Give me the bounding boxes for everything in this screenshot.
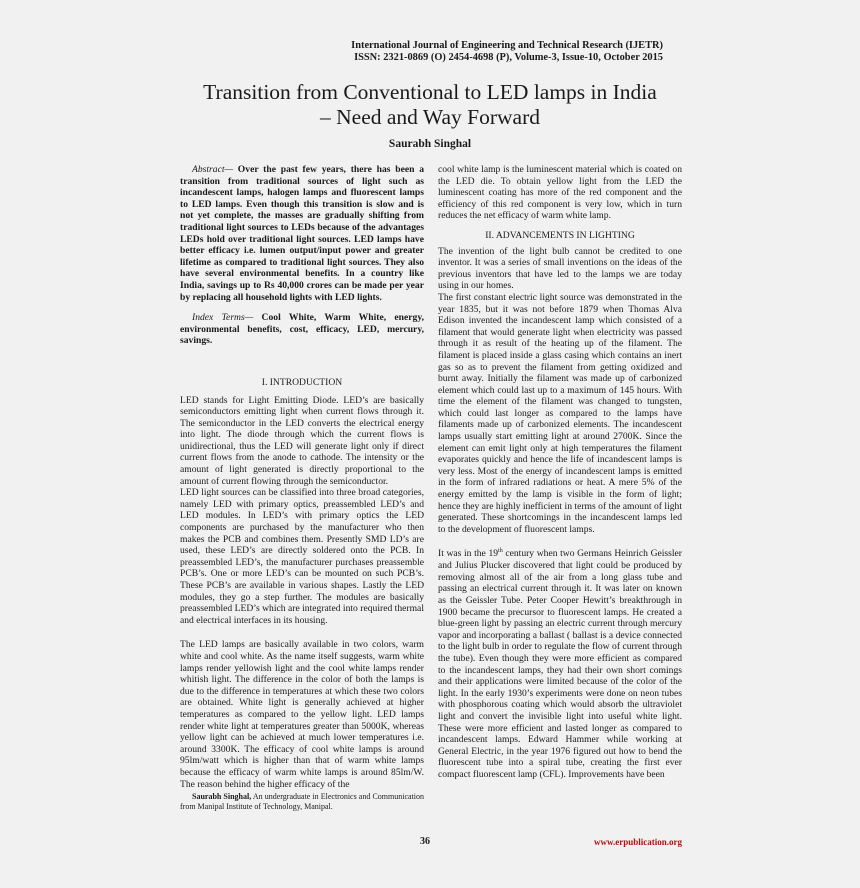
website-link[interactable]: www.erpublication.org: [593, 837, 682, 847]
intro-paragraph-1: LED stands for Light Emitting Diode. LED’s are basically semiconductors emitting light when current flows through it. The semiconductor in the LED converts the electrical energy into light. The diode through which the current flows is unidirectional, thus the LED will generate light only if direct current flows from the anode to cathode. The intensity or the amount of light generated is directly proportional to the amount of current flowing through the semiconductor.: [180, 394, 424, 487]
paper-title-line2: – Need and Way Forward: [320, 105, 540, 129]
right-paragraph-3: [438, 546, 682, 780]
journal-header: [351, 40, 663, 64]
index-terms-text: Cool White, Warm White, energy, environmental benefits, cost, efficacy, LED, mercury, savings.: [180, 312, 424, 347]
section-heading-introduction: I. INTRODUCTION: [261, 376, 343, 388]
right-paragraph-1: The invention of the light bulb cannot be credited to one inventor. It was a series of small inventions on the ideas of the previous inventors that have led to the lamps we are today using in our homes.: [438, 245, 682, 292]
page-number: 36: [420, 836, 430, 847]
intro-paragraph-3: The LED lamps are basically available in two colors, warm white and cool white. As the name itself suggests, warm white lamps render yellowish light and the cool white lamps render whitish light. The difference in the color of both the lamps is due to the difference in temperatures at which these two colors are obtained. White light is generally achieved at higher temperatures as compared to the yellow light. LED lamps render white light at temperatures greater than 5000K, whereas yellow light can be achieved at much lower temperatures i.e. around 3300K. The efficacy of cool white lamps is around 95lm/watt which is higher than that of warm white lamps because the efficacy of warm white lamps is around 85lm/W. The reason behind the higher efficacy of the: [180, 639, 424, 790]
right-paragraph-3-start: It was in the 19: [438, 548, 499, 560]
intro-paragraph-2: LED light sources can be classified into three broad categories, namely LED with primary optics, preassembled LED’s and LED modules. In LED’s with primary optics the LED components are purchased by the manufacturer who then makes the PCB and combines them. Presently SMD LD’s are used, these LED’s are directly soldered onto the PCB. In preassembled LED’s, the manufacturer purchases preassemble PCB’s. One or more LED’s can be mounted on such PCB’s. These PCB’s are available in various shapes. Lastly the LED modules, they go a step further. The modules are basically preassembled LED’s which are integrated into required thermal and electrical interfaces in its housing.: [180, 487, 424, 626]
right-paragraph-3-rest: century when two Germans Heinrich Geissler and Julius Plucker discovered that light could be produced by removing almost all of the air from a long glass tube and passing an electrical current through it. It was later on known as the Geissler Tube. Peter Cooper Hewitt’s breakthrough in 1900 became the precursor to fluorescent lamps. He created a blue-green light by passing an electric current through mercury vapor and incorporating a ballast ( ballast is a device connected to the light bulb in order to regulate the flow of current through the tube). Even though they were more efficient as compared to the incandescent lamps, they had their own short comings and their applications were limited because of the color of the light. In the early 1930’s experiments were done on neon tubes with phosphorous coating which would absorb the ultraviolet light and convert the invisible light into useful white light. These were more efficient and lasted longer as compared to incandescent lamps. Edward Hammer while working at General Electric, in the year 1976 figured out how to bend the fluorescent tube into a spiral tube, creating the first ever compact fluorescent lamp (CFL). Improvements have been: [438, 548, 683, 780]
left-column: [180, 164, 424, 790]
author-name: Saurabh Singhal: [388, 138, 472, 150]
index-terms-label: Index Terms—: [192, 312, 254, 324]
journal-issn: ISSN: 2321-0869 (O) 2454-4698 (P), Volume-3, Issue-10, October 2015: [354, 52, 663, 63]
paper-title-line1: Transition from Conventional to LED lamps in India: [203, 80, 657, 104]
right-paragraph-0: cool white lamp is the luminescent material which is coated on the LED die. To obtain yellow light from the LED the luminescent coating has more of the red component and the efficiency of this red component is very low, which in turn reduces the net efficacy of warm white lamp.: [438, 164, 682, 222]
abstract-label: Abstract—: [192, 164, 234, 175]
index-terms: [180, 312, 424, 347]
right-paragraph-2: The first constant electric light source was demonstrated in the year 1835, but it was not before 1879 when Thomas Alva Edison invented the incandescent lamp which consisted of a filament that would generate light when electricity was passed through it as result of the heating up of the filament. The filament is placed inside a glass casing which contains an inert gas so as to prevent the filament from getting oxidized and burnt away. Initially the filament was made up of carbonized element which could last up to a maximum of 145 hours. With time the element of the filament was changed to tungsten, which could last longer as compared to the lamps have filaments made up of carbonized elements. The incandescent lamps usually start emitting light at around 2700K. Since the element can emit light only at high temperatures the filament evaporates quickly and hence the life of incandescent lamps is very less. Most of the energy of incandescent lamps is emitted in the form of infrared radiations or heat. A mere 5% of the energy emitted by the lamp is visible in the form of light; hence they are highly inefficient in terms of the amount of light generated. These shortcomings in the incandescent lamps led to the development of fluorescent lamps.: [438, 291, 682, 535]
footnote-text: An undergraduate in Electronics and Communication from Manipal Institute of Technology, Manipal.: [180, 792, 424, 811]
abstract-text: Over the past few years, there has been a transition from traditional sources of light such as incandescent lamps, halogen lamps and fluorescent lamps to LED lamps. Even though this transition is slow and is not yet complete, the masses are gradually shifting from traditional light sources to LEDs because of the advantages LEDs hold over traditional light sources. LED lamps have better efficacy i.e. lumen output/input power and greater lifetime as compared to traditional light sources. They also have several environmental benefits. In a country like India, savings up to Rs 40,000 crores can be made per year by replacing all household lights with LED lights.: [180, 164, 424, 303]
section-heading-advancements: II. ADVANCEMENTS IN LIGHTING: [485, 229, 635, 241]
journal-name: International Journal of Engineering and Technical Research (IJETR): [351, 40, 663, 51]
right-column: [438, 164, 682, 780]
paper-title: [150, 80, 710, 130]
author-footnote: [180, 792, 424, 812]
superscript: th: [498, 548, 503, 555]
footnote-name: Saurabh Singhal,: [192, 792, 252, 801]
abstract: [180, 164, 424, 303]
